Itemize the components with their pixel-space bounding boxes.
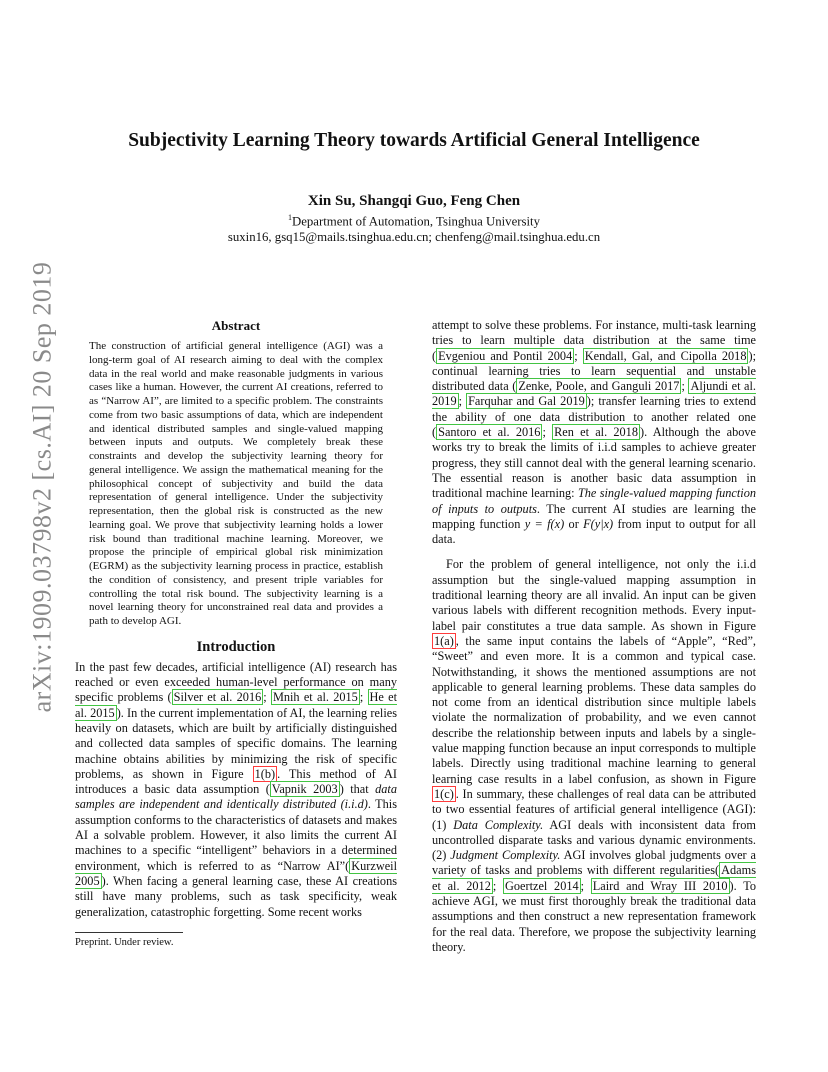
text-run: ). In the current implementation of AI, the learning relies heavily on datasets, which are built by artificially distinguished and collected data samples of specific domains. The learning machine obtains abilities by minimizing the risk of specific problems, as shown in Figure [75,705,397,781]
citation-link[interactable]: Evgeniou and Pontil 2004 [438,348,573,363]
citation-link[interactable]: Goertzel 2014 [505,878,579,893]
text-run: ). To achieve AGI, we must first thoroughly break the traditional data assumptions and then construct a new representation framework for the real data. Therefore, we propose the subjectivity learning theory. [432,878,756,954]
text-run: ); continual learning tries to learn sequential and unstable distributed data ( [432,348,756,394]
text-run: from input to output for all data. [432,516,757,547]
citation-link[interactable]: Santoro et al. 2016 [438,425,541,440]
text-run: . This method of AI introduces a basic data assumption ( [75,766,397,797]
citation-link[interactable]: Silver et al. 2016 [173,690,262,705]
emphasis-text: The single-valued mapping function of inputs to outputs [432,486,756,516]
introduction-paragraph [75,660,397,920]
citation-link[interactable]: Zenke, Poole, and Ganguli 2017 [518,379,680,394]
footnote-text: Preprint. Under review. [75,937,174,948]
abstract-heading: Abstract [211,318,261,333]
citation-link[interactable]: Mnih et al. 2015 [272,690,358,705]
text-run: . This assumption conforms to the characteristics of datasets and makes AI a solvable problem. However, it also limits the current AI machines to a specific “intelligent” behaviors in a determined environment, which is referred to as “Narrow AI”( [75,797,397,873]
text-run: or [564,516,584,531]
affiliation-marker: 1 [287,213,292,222]
text-run: For the problem of general intelligence, not only the i.i.d assumption but the single-valued mapping assumption in traditional learning theory are all invalid. An input can be given various labels with different recognition methods. Every input-label pair constitutes a true data sample. As shown in Figure [432,557,756,633]
affiliation: Department of Automation, Tsinghua University [291,214,540,229]
figure-reference-link[interactable]: 1(b) [254,766,276,781]
citation-link[interactable]: Kendall, Gal, and Cipolla 2018 [584,348,747,363]
introduction-heading: Introduction [196,638,276,655]
text-run: AGI involves global judgments over a variety of tasks and problems with different regularities( [432,848,757,878]
affiliation-block [0,210,828,245]
citation-link[interactable]: Ren et al. 2018 [554,425,638,440]
arxiv-stamp [22,261,62,713]
author-emails: suxin16, gsq15@mails.tsinghua.edu.cn; chenfeng@mail.tsinghua.edu.cn [227,230,601,245]
citation-link[interactable]: He et al. 2015 [75,690,397,720]
body-paragraph [432,557,756,955]
citation-link[interactable]: Vapnik 2003 [271,782,338,797]
text-run: ; [681,379,689,394]
figure-reference-link[interactable]: 1(c) [434,786,454,801]
right-column [432,318,756,955]
text-run: In the past few decades, artificial intelligence (AI) research has reached or even exceeded human-level performance on many specific problems ( [75,659,397,705]
author-list: Xin Su, Shangqi Guo, Feng Chen [307,193,521,209]
citation-link[interactable]: Farquhar and Gal 2019 [468,394,585,409]
emphasis-text: Judgment Complexity. [450,848,561,863]
footnote-rule [75,932,183,933]
text-run: ; [263,690,271,705]
text-run: . The current AI studies are learning the mapping function [432,501,756,531]
text-run: AGI deals with inconsistent data from uncontrolled disparate tasks and various dynamic environments. (2) [432,817,756,863]
text-run: ); transfer learning tries to extend the ability of one data distribution to another related one ( [432,394,756,440]
text-run: ; [458,394,467,409]
abstract-text: The construction of artificial general intelligence (AGI) was a long-term goal of AI research aiming to deal with the complex data in the real world and make reasonable judgments in various cases like a human. However, the current AI creations, referred to as “Narrow AI”, are limited to a specific problem. The constraints come from two basic assumptions of data, which are independent and identical distributed samples and single-valued mapping between inputs and outputs. We completely break these constraints and develop the subjectivity learning theory for general intelligence. We assign the mathematical meaning for the philosophical concept of subjectivity and build the data representation of general intelligence. Under the subjectivity representation, then the global risk is constructed as the new learning goal. We prove that subjectivity learning holds a lower risk bound than traditional machine learning. Moreover, we propose the principle of empirical global risk minimization (EGRM) as the subjectivity learning process in practice, establish the condition of consistency, and present triple variables for controlling the total risk bound. The subjectivity learning is a novel learning theory for unconstrained real data and provides a path to develop AGI. [89,340,383,627]
text-run: ) that [339,782,376,797]
text-run: ). Although the above works try to break the limits of i.i.d samples to achieve greater progress, they still cannot deal with the general learning scenario. The essential reason is another basic data assumption in traditional machine learning: [432,425,756,501]
text-run: ; [580,878,591,893]
paper-title: Subjectivity Learning Theory towards Artificial General Intelligence [128,130,700,151]
arxiv-identifier: arXiv:1909.03798v2 [cs.AI] 20 Sep 2019 [27,261,56,713]
text-run: . In summary, these challenges of real data can be attributed to two essential features of artificial general intelligence (AGI): (1) [432,786,756,832]
left-column [75,318,397,920]
emphasis-text: Data Complexity. [453,817,544,832]
text-run: attempt to solve these problems. For instance, multi-task learning tries to learn multiple data distribution at the same time ( [432,318,756,363]
text-run: ; [542,425,553,440]
math-expression: F(y|x) [583,516,614,531]
text-run: , the same input contains the labels of “Apple”, “Red”, “Sweet” and even more. It is a common and typical case. Notwithstanding, it shows the mentioned assumptions are not applicable to general learning problems. These data samples do not come from an identical distribution since multiple labels violate the normalization of probability, and we even cannot describe the relationship between inputs and labels by a single-value mapping function because an input corresponds to multiple labels. Directly using traditional machine learning to general learning case results in a label confusion, as shown in Figure [432,633,756,786]
emphasis-text: data samples are independent and identically distributed (i.i.d) [75,782,397,812]
figure-reference-link[interactable]: 1(a) [434,633,454,648]
body-paragraph [432,318,756,547]
footnote [75,932,397,948]
text-run: ; [359,690,368,705]
citation-link[interactable]: Adams et al. 2012 [432,863,756,893]
text-run: ; [574,348,583,363]
citation-link[interactable]: Aljundi et al. 2019 [432,379,757,409]
text-run: ). When facing a general learning case, these AI creations still have many problems, such as task specificity, weak generalization, catastrophic forgetting. Some recent works [75,873,397,919]
text-run: ; [492,878,503,893]
citation-link[interactable]: Kurzweil 2005 [75,858,397,888]
citation-link[interactable]: Laird and Wray III 2010 [592,878,728,893]
math-expression: y = f(x) [524,516,565,531]
